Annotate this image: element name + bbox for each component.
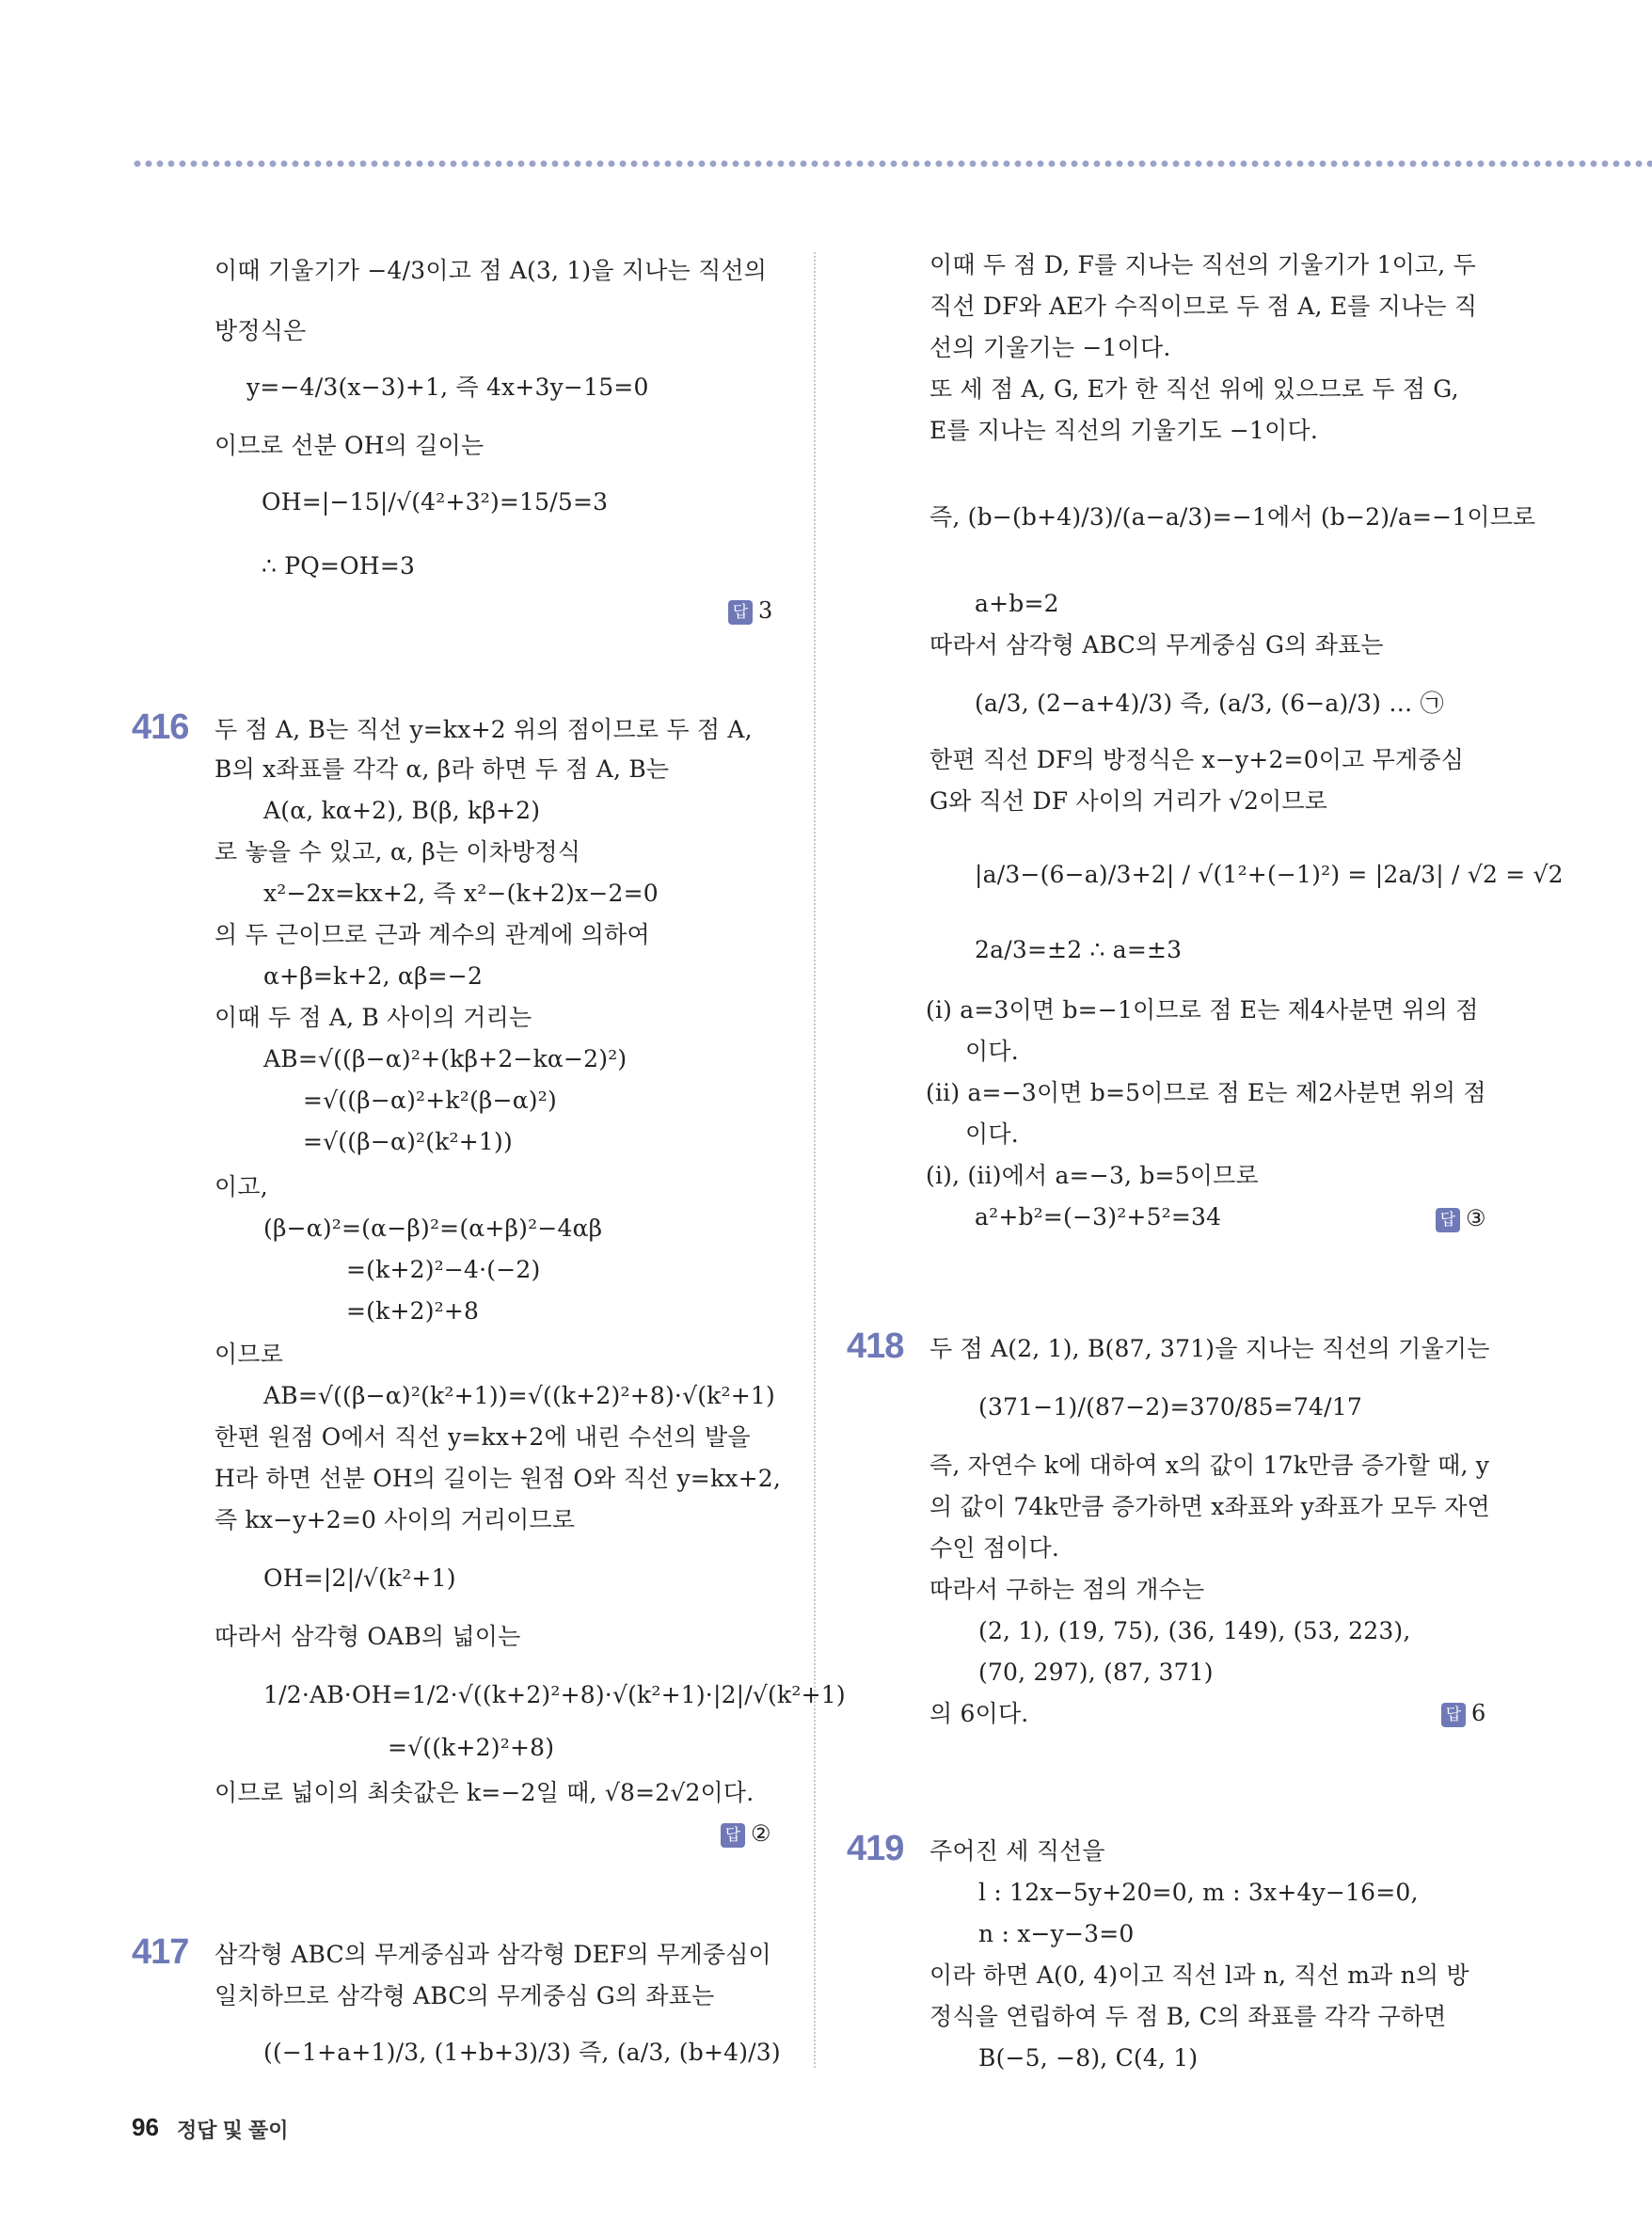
answer-value: ③ [1466, 1205, 1486, 1231]
equation-line: OH=|2|/√(k²+1) [263, 1564, 456, 1592]
equation-line: (2, 1), (19, 75), (36, 149), (53, 223), [978, 1617, 1411, 1644]
answer-line [1436, 1204, 1486, 1232]
footer-label: 정답 및 풀이 [177, 2119, 289, 2142]
equation-line: a²+b²=(−3)²+5²=34 [975, 1203, 1222, 1231]
text-line: 따라서 구하는 점의 개수는 [929, 1576, 1205, 1603]
equation-line: (70, 297), (87, 371) [978, 1659, 1214, 1686]
answer-badge-icon: 답 [721, 1823, 745, 1848]
equation-line: AB=√((β−α)²+(kβ+2−kα−2)²) [263, 1045, 627, 1072]
text-line: 즉 kx−y+2=0 사이의 거리이므로 [214, 1506, 576, 1533]
text-line: 선의 기울기는 −1이다. [929, 334, 1171, 361]
equation-line: α+β=k+2, αβ=−2 [263, 962, 484, 990]
text-line: 한편 원점 O에서 직선 y=kx+2에 내린 수선의 발을 [214, 1423, 751, 1451]
text-line: 방정식은 [214, 317, 307, 344]
text-line: 두 점 A(2, 1), B(87, 371)을 지나는 직선의 기울기는 [929, 1335, 1490, 1362]
text-line: (i), (ii)에서 a=−3, b=5이므로 [926, 1162, 1259, 1189]
equation-line: l : 12x−5y+20=0, m : 3x+4y−16=0, [978, 1879, 1419, 1906]
equation-line: AB=√((β−α)²(k²+1))=√((k+2)²+8)·√(k²+1) [263, 1382, 775, 1409]
text-line: 이때 두 점 A, B 사이의 거리는 [214, 1004, 532, 1031]
equation-line: (371−1)/(87−2)=370/85=74/17 [978, 1393, 1362, 1421]
problem-number: 418 [847, 1326, 904, 1366]
equation-line: (a/3, (2−a+4)/3) 즉, (a/3, (6−a)/3) … ㉠ [975, 690, 1444, 717]
equation-line: OH=|−15|/√(4²+3²)=15/5=3 [262, 488, 609, 516]
equation-line: a+b=2 [975, 590, 1059, 617]
answer-line [728, 596, 772, 625]
answer-line [721, 1819, 771, 1848]
text-line: 즉, 자연수 k에 대하여 x의 값이 17k만큼 증가할 때, y [929, 1452, 1490, 1479]
answer-line [1441, 1699, 1485, 1727]
text-line: 이므로 넓이의 최솟값은 k=−2일 때, √8=2√2이다. [214, 1779, 755, 1806]
text-line: B의 x좌표를 각각 α, β라 하면 두 점 A, B는 [214, 755, 670, 783]
problem-number: 417 [132, 1932, 189, 1972]
equation-line: y=−4/3(x−3)+1, 즉 4x+3y−15=0 [246, 373, 649, 401]
text-line: 의 6이다. [929, 1700, 1029, 1727]
text-line: 이라 하면 A(0, 4)이고 직선 l과 n, 직선 m과 n의 방 [929, 1961, 1469, 1989]
text-line: 또 세 점 A, G, E가 한 직선 위에 있으므로 두 점 G, [929, 375, 1459, 403]
equation-line: =√((β−α)²(k²+1)) [303, 1128, 513, 1155]
text-line: 따라서 삼각형 ABC의 무게중심 G의 좌표는 [929, 631, 1384, 659]
text-line: 의 값이 74k만큼 증가하면 x좌표와 y좌표가 모두 자연 [929, 1493, 1490, 1520]
text-line: (ii) a=−3이면 b=5이므로 점 E는 제2사분면 위의 점 [926, 1079, 1486, 1106]
equation-line: =√((k+2)²+8) [388, 1734, 555, 1761]
equation-line: (β−α)²=(α−β)²=(α+β)²−4αβ [263, 1215, 603, 1242]
answer-value: ② [751, 1820, 771, 1847]
text-line: 따라서 삼각형 OAB의 넓이는 [214, 1623, 521, 1650]
text-line: 이므로 [214, 1341, 284, 1368]
equation-line: =(k+2)²−4·(−2) [346, 1256, 541, 1283]
equation-line: n : x−y−3=0 [978, 1920, 1135, 1947]
text-line: H라 하면 선분 OH의 길이는 원점 O와 직선 y=kx+2, [214, 1465, 781, 1492]
text-line: 직선 DF와 AE가 수직이므로 두 점 A, E를 지나는 직 [929, 293, 1478, 320]
equation-line: 즉, (b−(b+4)/3)/(a−a/3)=−1에서 (b−2)/a=−1이므로 [929, 503, 1536, 531]
text-line: 주어진 세 직선을 [929, 1837, 1105, 1865]
problem-number: 419 [847, 1829, 904, 1868]
answer-value: 3 [758, 597, 773, 624]
text-line: 의 두 근이므로 근과 계수의 관계에 의하여 [214, 921, 650, 948]
page-number: 96 [132, 2113, 159, 2141]
answer-badge-icon: 답 [1436, 1208, 1460, 1232]
answer-badge-icon: 답 [1441, 1703, 1466, 1727]
equation-line: 1/2·AB·OH=1/2·√((k+2)²+8)·√(k²+1)·|2|/√(k²+1) [263, 1681, 846, 1708]
equation-line: ∴ PQ=OH=3 [262, 552, 416, 580]
text-line: 이므로 선분 OH의 길이는 [214, 432, 484, 459]
equation-line: B(−5, −8), C(4, 1) [978, 2044, 1199, 2072]
text-line: E를 지나는 직선의 기울기도 −1이다. [929, 417, 1318, 444]
answer-value: 6 [1471, 1700, 1486, 1726]
text-line: 한편 직선 DF의 방정식은 x−y+2=0이고 무게중심 [929, 746, 1465, 773]
text-line: (i) a=3이면 b=−1이므로 점 E는 제4사분면 위의 점 [926, 996, 1479, 1024]
equation-line: 2a/3=±2 ∴ a=±3 [975, 936, 1183, 963]
text-line: 수인 점이다. [929, 1534, 1060, 1562]
equation-line: =√((β−α)²+k²(β−α)²) [303, 1087, 557, 1114]
equation-line: ((−1+a+1)/3, (1+b+3)/3) 즉, (a/3, (b+4)/3) [263, 2039, 781, 2066]
equation-line: =(k+2)²+8 [346, 1297, 480, 1325]
text-line: 일치하므로 삼각형 ABC의 무게중심 G의 좌표는 [214, 1982, 715, 2009]
text-line: 이다. [965, 1038, 1019, 1065]
text-line: 정식을 연립하여 두 점 B, C의 좌표를 각각 구하면 [929, 2003, 1447, 2030]
text-line: 이때 두 점 D, F를 지나는 직선의 기울기가 1이고, 두 [929, 251, 1476, 278]
text-line: 이때 기울기가 −4/3이고 점 A(3, 1)을 지나는 직선의 [214, 257, 768, 284]
text-line: 로 놓을 수 있고, α, β는 이차방정식 [214, 838, 581, 865]
text-line: G와 직선 DF 사이의 거리가 √2이므로 [929, 787, 1328, 815]
problem-number: 416 [132, 707, 189, 747]
answer-badge-icon: 답 [728, 600, 753, 625]
header-dotted-rule [132, 160, 1652, 167]
equation-line: x²−2x=kx+2, 즉 x²−(k+2)x−2=0 [263, 880, 659, 907]
text-line: 두 점 A, B는 직선 y=kx+2 위의 점이므로 두 점 A, [214, 716, 753, 743]
equation-line: A(α, kα+2), B(β, kβ+2) [263, 797, 541, 824]
text-line: 삼각형 ABC의 무게중심과 삼각형 DEF의 무게중심이 [214, 1941, 771, 1968]
equation-line: |a/3−(6−a)/3+2| / √(1²+(−1)²) = |2a/3| / √2 = √2 [975, 861, 1564, 888]
column-divider [814, 252, 816, 2068]
text-line: 이고, [214, 1173, 268, 1200]
text-line: 이다. [965, 1120, 1019, 1148]
